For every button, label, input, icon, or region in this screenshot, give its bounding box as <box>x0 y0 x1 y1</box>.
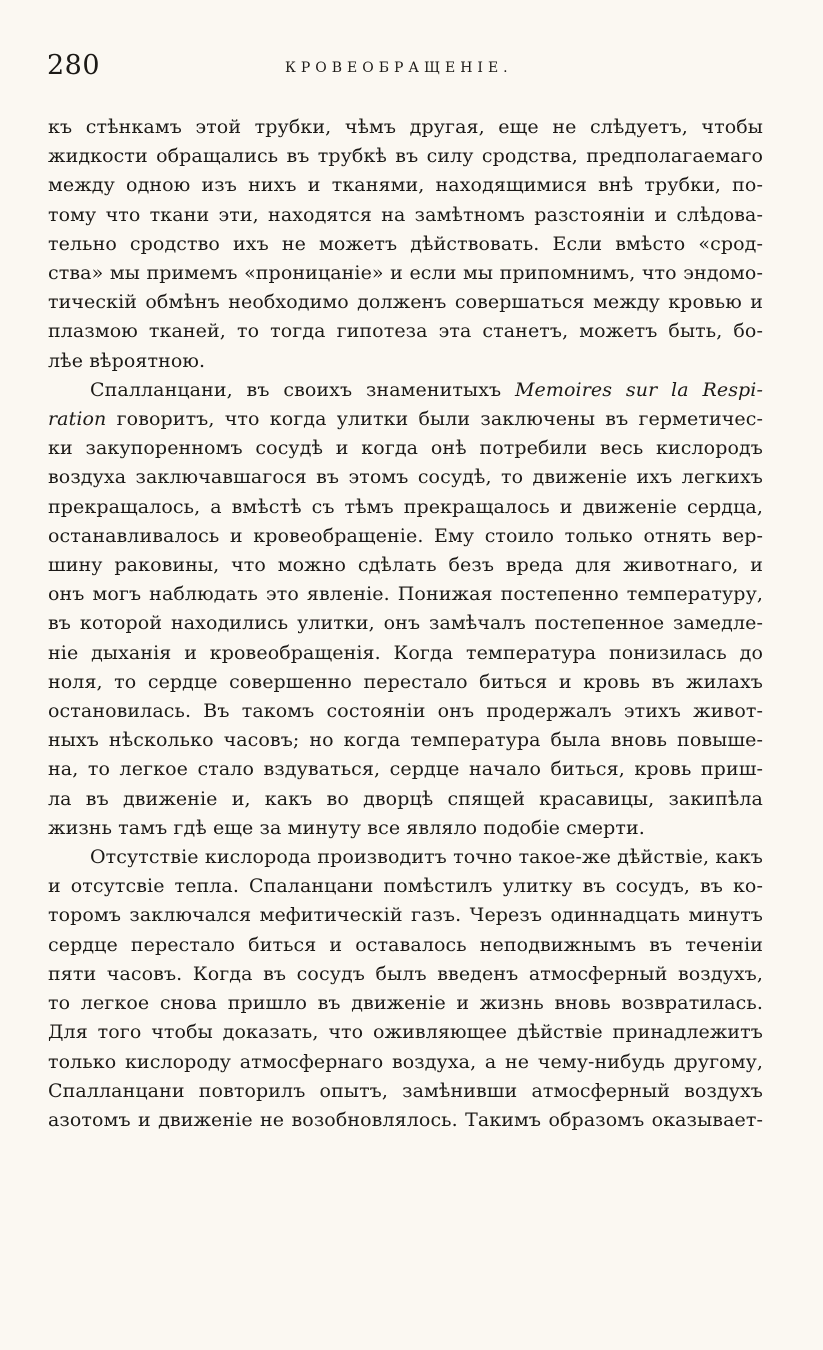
text-line: онъ могъ наблюдать это явленіе. Понижая постепенно температуру, <box>48 583 763 606</box>
body-text <box>48 113 763 1135</box>
page-number: 280 <box>47 50 101 81</box>
text-line: тическій обмѣнъ необходимо долженъ совершаться между кровью и <box>48 291 763 314</box>
text-line <box>48 405 763 434</box>
text-line: въ которой находились улитки, онъ замѣчалъ постепенное замедле- <box>48 612 763 635</box>
text-line: ки закупоренномъ сосудѣ и когда онѣ потребили весь кислородъ <box>48 437 763 460</box>
text-run: говоритъ, что когда улитки были заключены въ герметичес- <box>106 408 763 431</box>
text-line: прекращалось, а вмѣстѣ съ тѣмъ прекращалось и движеніе сердца, <box>48 495 763 518</box>
text-line: тельно сродство ихъ не можетъ дѣйствовать. Если вмѣсто «срод- <box>48 232 763 255</box>
text-line: плазмою тканей, то тогда гипотеза эта станетъ, можетъ быть, бо- <box>48 320 763 343</box>
text-line: сердце перестало биться и оставалось неподвижнымъ въ теченіи <box>48 933 763 956</box>
text-line: жизнь тамъ гдѣ еще за минуту все являло подобіе смерти. <box>48 816 645 839</box>
text-line: только кислороду атмосфернаго воздуха, а не чему-нибудь другому, <box>48 1050 763 1073</box>
text-line: на, то легкое стало вздуваться, сердце начало биться, кровь приш- <box>48 758 763 781</box>
text-run: Спалланцани, въ своихъ знаменитыхъ <box>90 378 515 401</box>
text-line: лѣе вѣроятною. <box>48 349 206 372</box>
text-line: ства» мы примемъ «проницаніе» и если мы припомнимъ, что эндомо- <box>48 262 763 285</box>
text-line: Отсутствіе кислорода производитъ точно такое-же дѣйствіе, какъ <box>90 846 763 869</box>
text-line: между одною изъ нихъ и тканями, находящимися внѣ трубки, по- <box>48 174 763 197</box>
text-line: шину раковины, что можно сдѣлать безъ вреда для животнаго, и <box>48 554 763 577</box>
text-line: жидкости обращались въ трубкѣ въ силу сродства, предполагаемаго <box>48 145 763 168</box>
text-line: ноля, то сердце совершенно перестало биться и кровь въ жилахъ <box>48 670 763 693</box>
text-line: воздуха заключавшагося въ этомъ сосудѣ, то движеніе ихъ легкихъ <box>48 466 763 489</box>
text-line: то легкое снова пришло въ движеніе и жизнь вновь возвратилась. <box>48 992 763 1015</box>
text-line: пяти часовъ. Когда въ сосудъ былъ введенъ атмосферный воздухъ, <box>48 962 763 985</box>
italic-title: ration <box>48 408 107 431</box>
text-line: ныхъ нѣсколько часовъ; но когда температура была вновь повыше- <box>48 729 763 752</box>
italic-title: Memoires sur la Respi- <box>515 378 764 401</box>
text-line: остановилась. Въ такомъ состояніи онъ продержалъ этихъ живот- <box>48 700 763 723</box>
text-line: торомъ заключался мефитическій газъ. Черезъ одиннадцать минутъ <box>48 904 763 927</box>
text-line: тому что ткани эти, находятся на замѣтномъ разстояніи и слѣдова- <box>48 203 763 226</box>
text-line <box>48 376 763 405</box>
running-head: КРОВЕОБРАЩЕНІЕ. <box>285 60 513 76</box>
text-line: Спалланцани повторилъ опытъ, замѣнивши атмосферный воздухъ <box>48 1079 763 1102</box>
text-line: и отсутсвіе тепла. Спаланцани помѣстилъ улитку въ сосудъ, въ ко- <box>48 875 763 898</box>
text-line: останавливалось и кровеобращеніе. Ему стоило только отнять вер- <box>48 524 763 547</box>
text-line: ніе дыханія и кровеобращенія. Когда температура понизилась до <box>48 641 763 664</box>
text-line: къ стѣнкамъ этой трубки, чѣмъ другая, еще не слѣдуетъ, чтобы <box>48 116 763 138</box>
text-line: ла въ движеніе и, какъ во дворцѣ спящей красавицы, закипѣла <box>48 787 763 810</box>
text-line: азотомъ и движеніе не возобновлялось. Такимъ образомъ оказывает- <box>48 1108 763 1131</box>
text-line: Для того чтобы доказать, что оживляющее дѣйствіе принадлежитъ <box>48 1021 763 1044</box>
